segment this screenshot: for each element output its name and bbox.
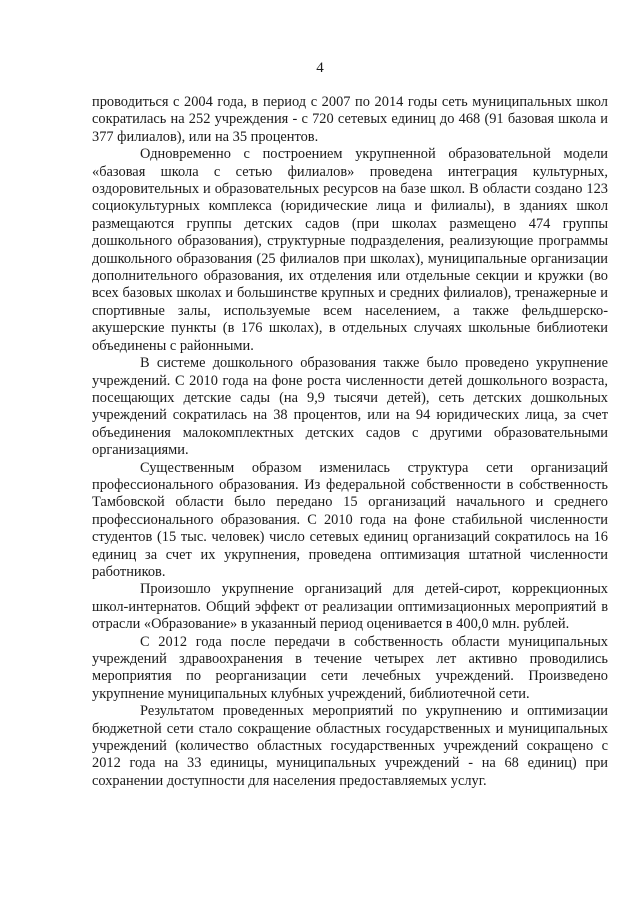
body-text [92, 94, 608, 790]
paragraph-healthcare: С 2012 года после передачи в собственность области муниципальных учреждений здравоохранения в течение четырех лет активно проводились мероприятия по реорганизации сети лечебных учреждений. Произведено укрупнение муниципальных клубных учреждений, библиотечной сети. [92, 633, 608, 702]
paragraph-results: Результатом проведенных мероприятий по укрупнению и оптимизации бюджетной сети стало сокращение областных государственных и муниципальных учреждений (количество областных государственных учреждений сокращено с 2012 года на 33 единицы, муниципальных учреждений - на 68 единиц) при сохранении доступности для населения предоставляемых услуг. [92, 703, 608, 789]
page-number: 4 [316, 60, 324, 76]
paragraph-school-network: проводиться с 2004 года, в период с 2007 по 2014 годы сеть муниципальных школ сократилась на 252 учреждения - с 720 сетевых единиц до 468 (91 базовая школа и 377 филиалов), или на 35 процентов. [92, 94, 608, 145]
paragraph-orphan-organizations: Произошло укрупнение организаций для детей-сирот, коррекционных школ-интернатов. Общий эффект от реализации оптимизационных мероприятий в отрасли «Образование» в указанный период оценивается в 400,0 млн. рублей. [92, 581, 608, 633]
paragraph-integration: Одновременно с построением укрупненной образовательной модели «базовая школа с сетью филиалов» проведена интеграция культурных, оздоровительных и образовательных ресурсов на базе школ. В области создано 123 социокультурных комплекса (юридические лица и филиалы), в зданиях школ размещаются группы детских садов (при школах размещено 474 группы дошкольного образования), структурные подразделения, реализующие программы дошкольного образования (25 филиалов при школах), муниципальные организации дополнительного образования, их отделения или отдельные секции и кружки (во всех базовых школах и большинстве крупных и средних филиалов), тренажерные и спортивные залы, используемые всем населением, а также фельдшерско-акушерские пункты (в 176 школах), в отдельных случаях школьные библиотеки объединены с районными. [92, 146, 608, 354]
paragraph-preschool: В системе дошкольного образования также было проведено укрупнение учреждений. С 2010 года на фоне роста численности детей дошкольного возраста, посещающих детские сады (на 9,9 тысячи детей), сеть детских дошкольных учреждений сократилась на 38 процентов, или на 94 юридических лица, за счет объединения малокомплектных детских садов с другими образовательными организациями. [92, 355, 608, 459]
paragraph-professional-education: Существенным образом изменилась структура сети организаций профессионального образования. Из федеральной собственности в собственность Тамбовской области было передано 15 организаций начального и среднего профессионального образования. С 2010 года на фоне стабильной численности студентов (15 тыс. человек) число сетевых единиц организаций сократилось на 16 единиц за счет их укрупнения, проведена оптимизация штатной численности работников. [92, 459, 608, 580]
